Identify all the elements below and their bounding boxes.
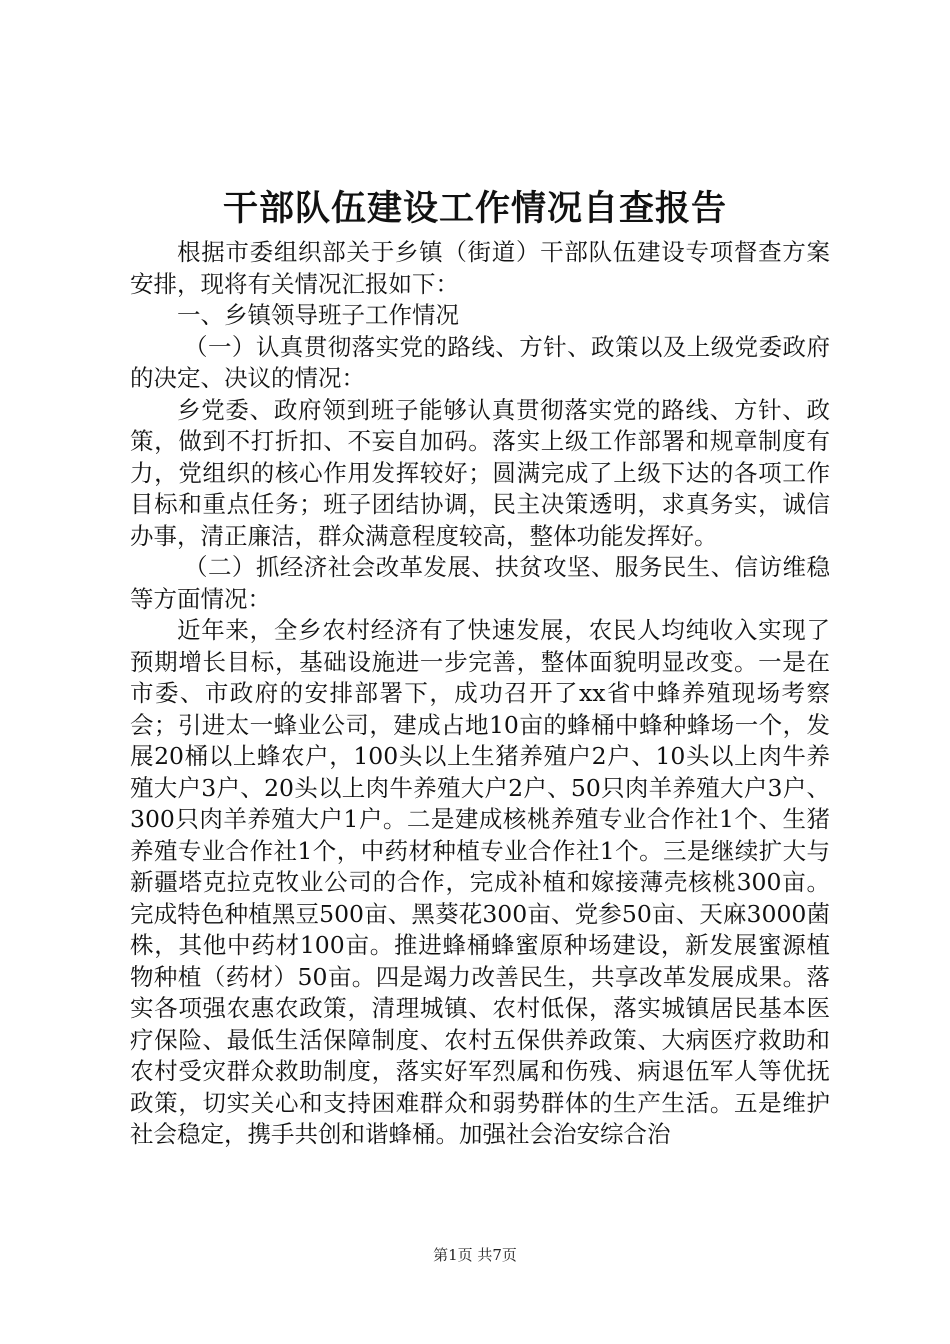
body-paragraph-2: 近年来，全乡农村经济有了快速发展，农民人均纯收入实现了预期增长目标，基础设施进一步完善，整体面貌明显改变。一是在市委、市政府的安排部署下，成功召开了xx省中蜂养殖现场考察会；引进太一蜂业公司，建成占地10亩的蜂桶中蜂种蜂场一个，发展20桶以上蜂农户，100头以上生猪养殖户2户、10头以上肉牛养殖大户3户、20头以上肉牛养殖大户2户、50只肉羊养殖大户3户、300只肉羊养殖大户1户。二是建成核桃养殖专业合作社1个、生猪养殖专业合作社1个，中药材种植专业合作社1个。三是继续扩大与新疆塔克拉克牧业公司的合作，完成补植和嫁接薄壳核桃300亩。完成特色种植黑豆500亩、黑葵花300亩、党参50亩、天麻3000菌株，其他中药材100亩。推进蜂桶蜂蜜原种场建设，新发展蜜源植物种植（药材）50亩。四是竭力改善民生，共享改革发展成果。落实各项强农惠农政策，清理城镇、农村低保，落实城镇居民基本医疗保险、最低生活保障制度、农村五保供养政策、大病医疗救助和农村受灾群众救助制度，落实好军烈属和伤残、病退伍军人等优抚政策，切实关心和支持困难群众和弱势群体的生产生活。五是维护社会稳定，携手共创和谐蜂桶。加强社会治安综合治 xyxy=(130,616,830,1148)
section-heading-1: 一、乡镇领导班子工作情况 xyxy=(177,301,459,329)
document-body xyxy=(130,237,830,1151)
body-paragraph-1: 乡党委、政府领到班子能够认真贯彻落实党的路线、方针、政策，做到不打折扣、不妄自加码。落实上级工作部署和规章制度有力，党组织的核心作用发挥较好；圆满完成了上级下达的各项工作目标和重点任务；班子团结协调，民主决策透明，求真务实，诚信办事，清正廉洁，群众满意程度较高，整体功能发挥好。 xyxy=(130,395,830,550)
page-footer: 第1页 共7页 xyxy=(433,1246,517,1264)
subsection-heading-1: （一）认真贯彻落实党的路线、方针、政策以及上级党委政府的决定、决议的情况： xyxy=(130,332,830,392)
document-title: 干部队伍建设工作情况自查报告 xyxy=(222,188,727,229)
subsection-heading-2: （二）抓经济社会改革发展、扶贫攻坚、服务民生、信访维稳等方面情况： xyxy=(130,553,830,613)
intro-paragraph: 根据市委组织部关于乡镇（街道）干部队伍建设专项督查方案安排，现将有关情况汇报如下： xyxy=(130,238,830,298)
